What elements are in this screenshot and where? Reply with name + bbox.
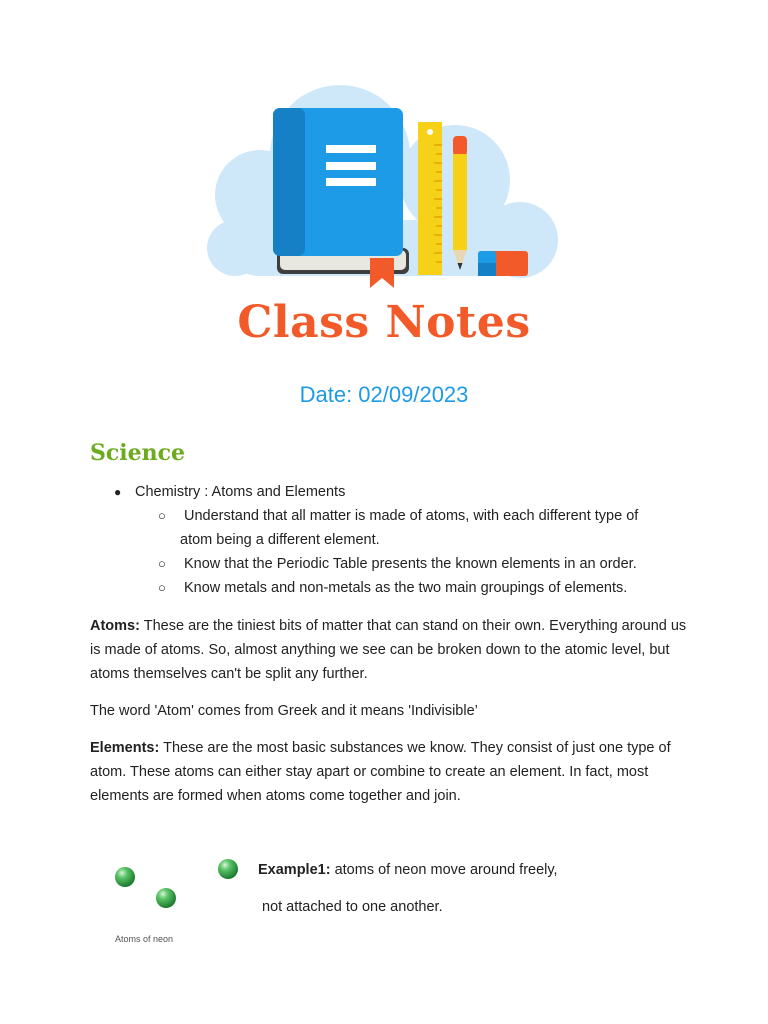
list-item: [90, 504, 690, 552]
example-line-2: not attached to one another.: [262, 899, 443, 915]
neon-atoms-figure: [104, 845, 249, 945]
objective-text: Understand that all matter is made of atoms, with each different type of: [184, 508, 639, 524]
page-title: Class Notes: [237, 297, 531, 348]
circle-bullet-icon: ○: [158, 556, 166, 571]
bullet-icon: ●: [114, 485, 122, 499]
figure-caption: Atoms of neon: [115, 934, 174, 944]
topic-label: Chemistry : Atoms and Elements: [135, 484, 346, 500]
page-date: Date: 02/09/2023: [299, 382, 469, 407]
objective-text: Know that the Periodic Table presents the known elements in an order.: [184, 556, 637, 572]
example-line-1: [258, 858, 558, 882]
neon-atoms-icon: [104, 845, 249, 945]
book-icon: [273, 108, 409, 288]
topic-list: [90, 480, 690, 600]
ruler-icon: [418, 122, 442, 275]
elements-paragraph: [90, 736, 690, 808]
list-item: [90, 480, 690, 504]
eraser-icon: [478, 251, 528, 276]
objective-text: atom being a different element.: [180, 532, 380, 548]
example-label: Example1:: [258, 862, 331, 878]
circle-bullet-icon: ○: [158, 580, 166, 595]
subject-heading: Science: [90, 440, 186, 466]
objective-text: Know metals and non-metals as the two main groupings of elements.: [184, 580, 628, 596]
example-text: atoms of neon move around freely,: [334, 862, 558, 878]
atoms-text: These are the tiniest bits of matter that can stand on their own. Everything around us is made of atoms. So, almost anything we see can be broken down to the atomic level, but atoms themselves can't be split any further.: [90, 618, 687, 682]
list-item: [90, 552, 690, 576]
pencil-icon: [453, 136, 467, 270]
list-item: [90, 576, 690, 600]
atoms-label: Atoms:: [90, 618, 140, 634]
elements-text: These are the most basic substances we know. They consist of just one type of atom. These atoms can either stay apart or combine to create an element. In fact, most elements are formed when atoms come together and join.: [90, 740, 671, 804]
etymology-paragraph: The word 'Atom' comes from Greek and it means 'Indivisible’: [90, 703, 478, 719]
atoms-paragraph: [90, 614, 690, 686]
header-illustration: [0, 70, 768, 300]
elements-label: Elements:: [90, 740, 160, 756]
circle-bullet-icon: ○: [158, 508, 166, 523]
